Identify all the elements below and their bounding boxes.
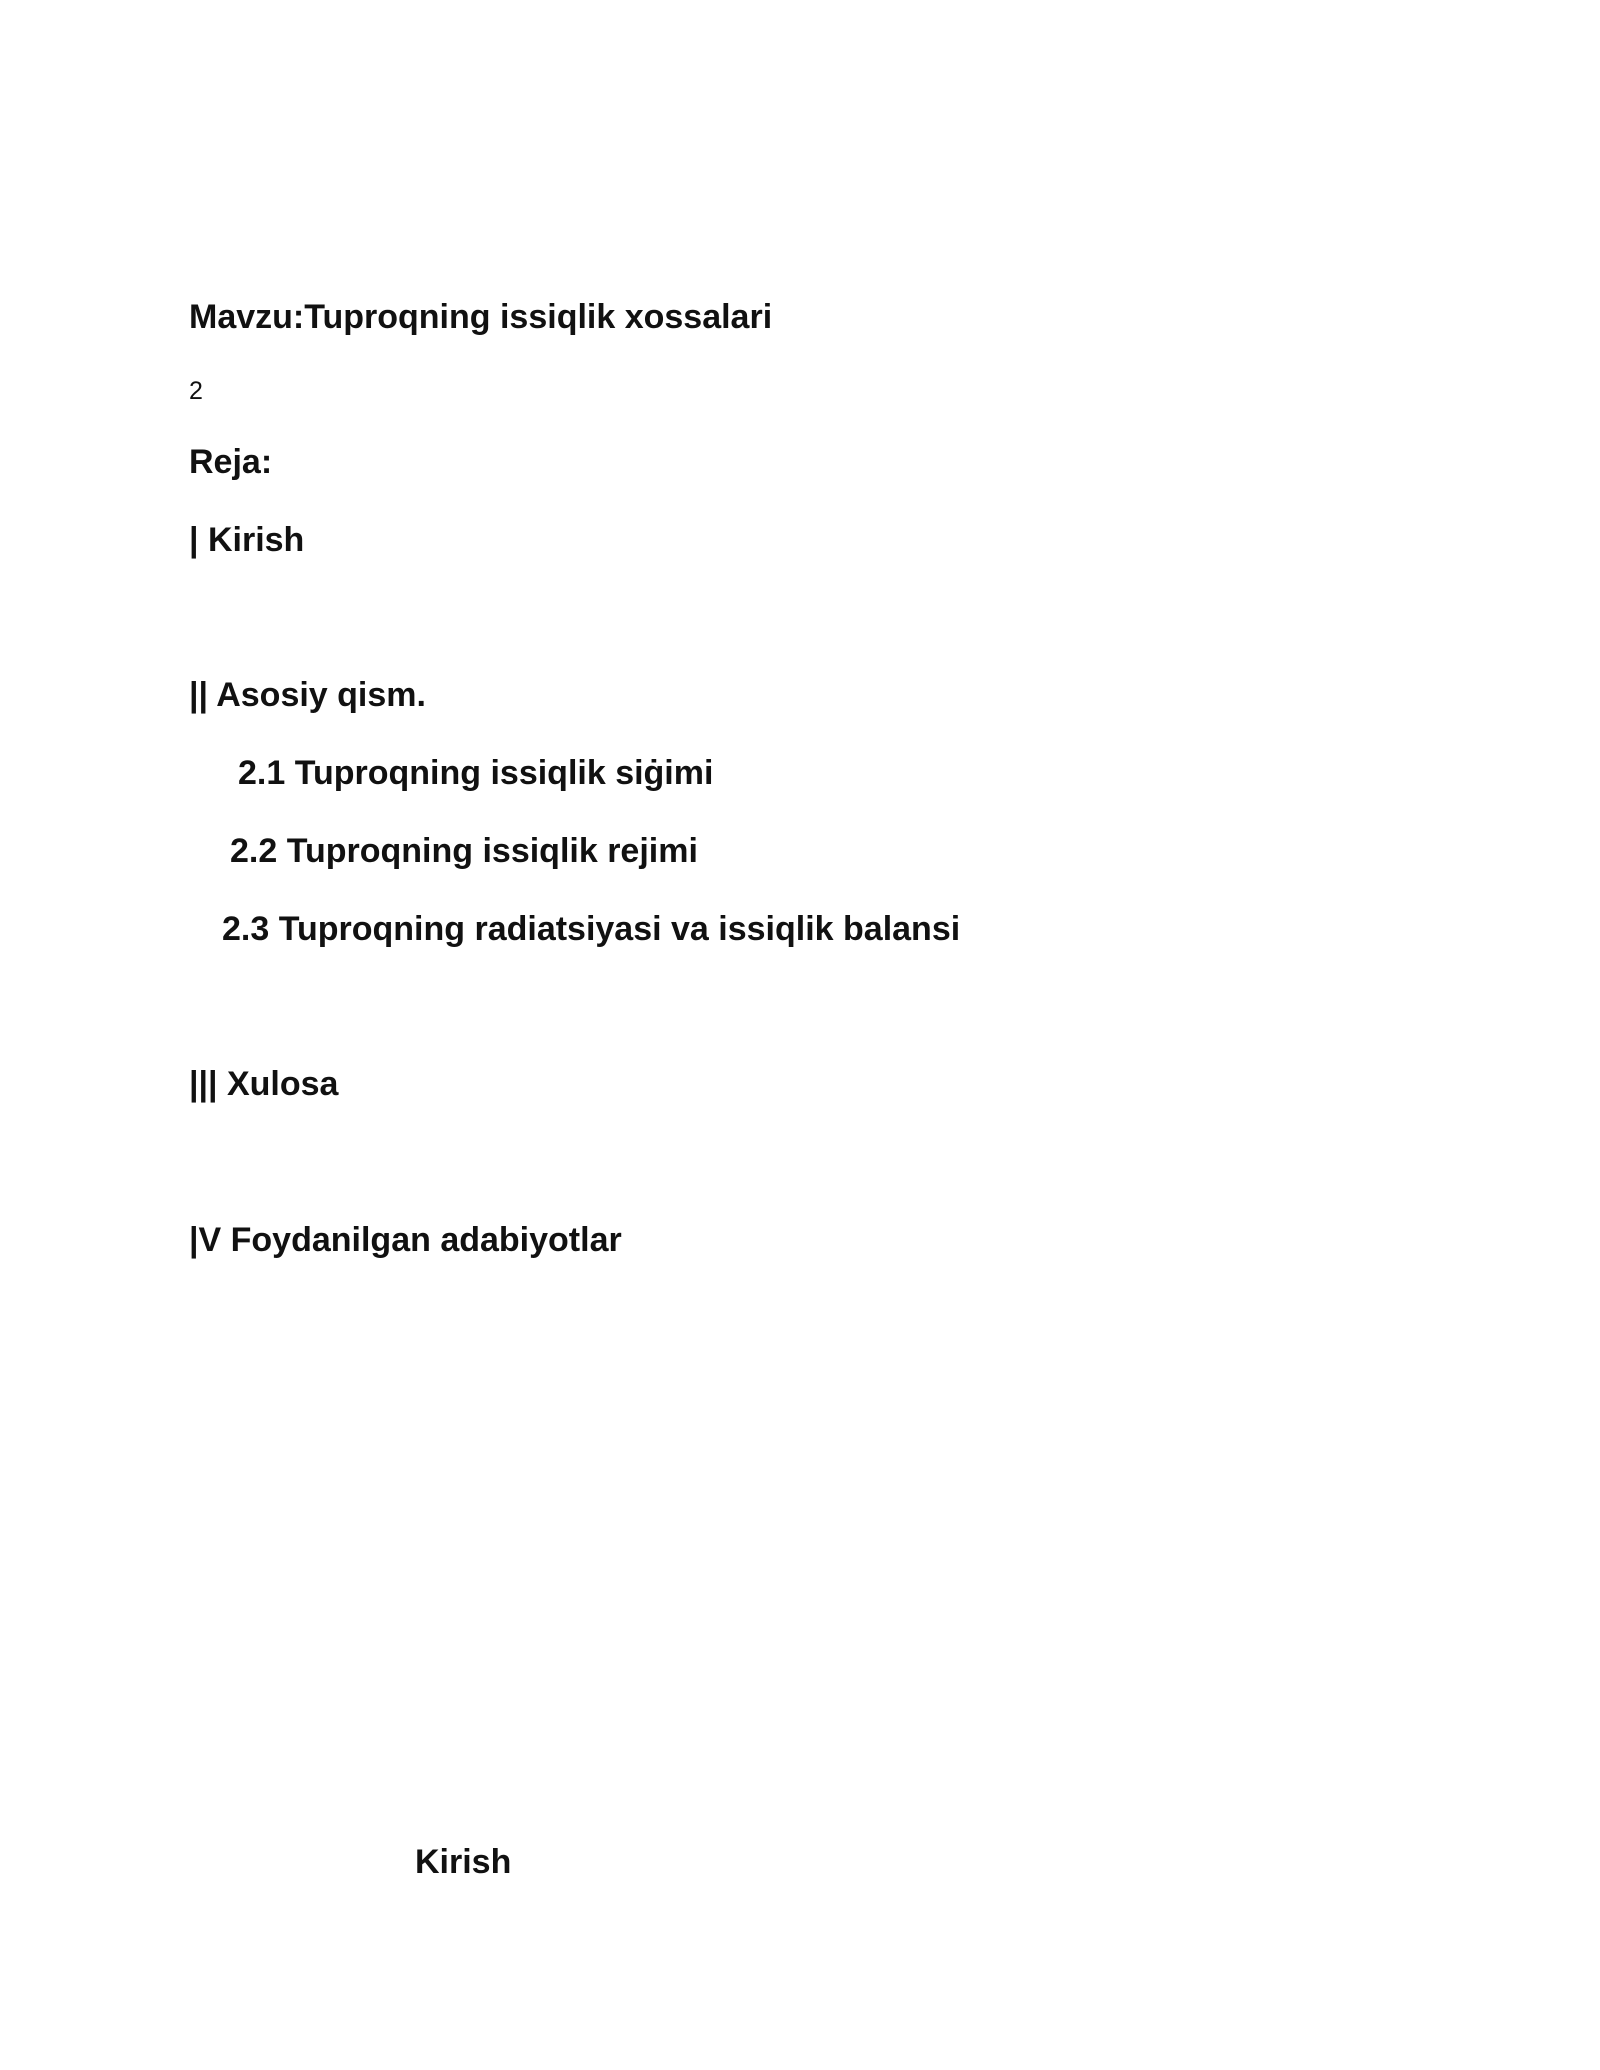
plan-item-conclusion: ||| Xulosa — [189, 1065, 339, 1103]
document-title: Mavzu:Tuproqning issiqlik xossalari — [189, 298, 773, 336]
plan-item-main-part: || Asosiy qism. — [189, 676, 426, 714]
plan-subitem-heat-regime: 2.2 Tuproqning issiqlik rejimi — [230, 832, 698, 870]
plan-subitem-heat-capacity: 2.1 Tuproqning issiqlik siġimi — [238, 754, 714, 792]
page-number: 2 — [189, 377, 203, 405]
plan-heading: Reja: — [189, 443, 273, 481]
plan-item-introduction: | Kirish — [189, 521, 305, 559]
section-heading: Kirish — [415, 1843, 512, 1881]
plan-subitem-radiation-balance: 2.3 Tuproqning radiatsiyasi va issiqlik balansi — [222, 910, 961, 948]
plan-item-references: |V Foydanilgan adabiyotlar — [189, 1221, 622, 1259]
